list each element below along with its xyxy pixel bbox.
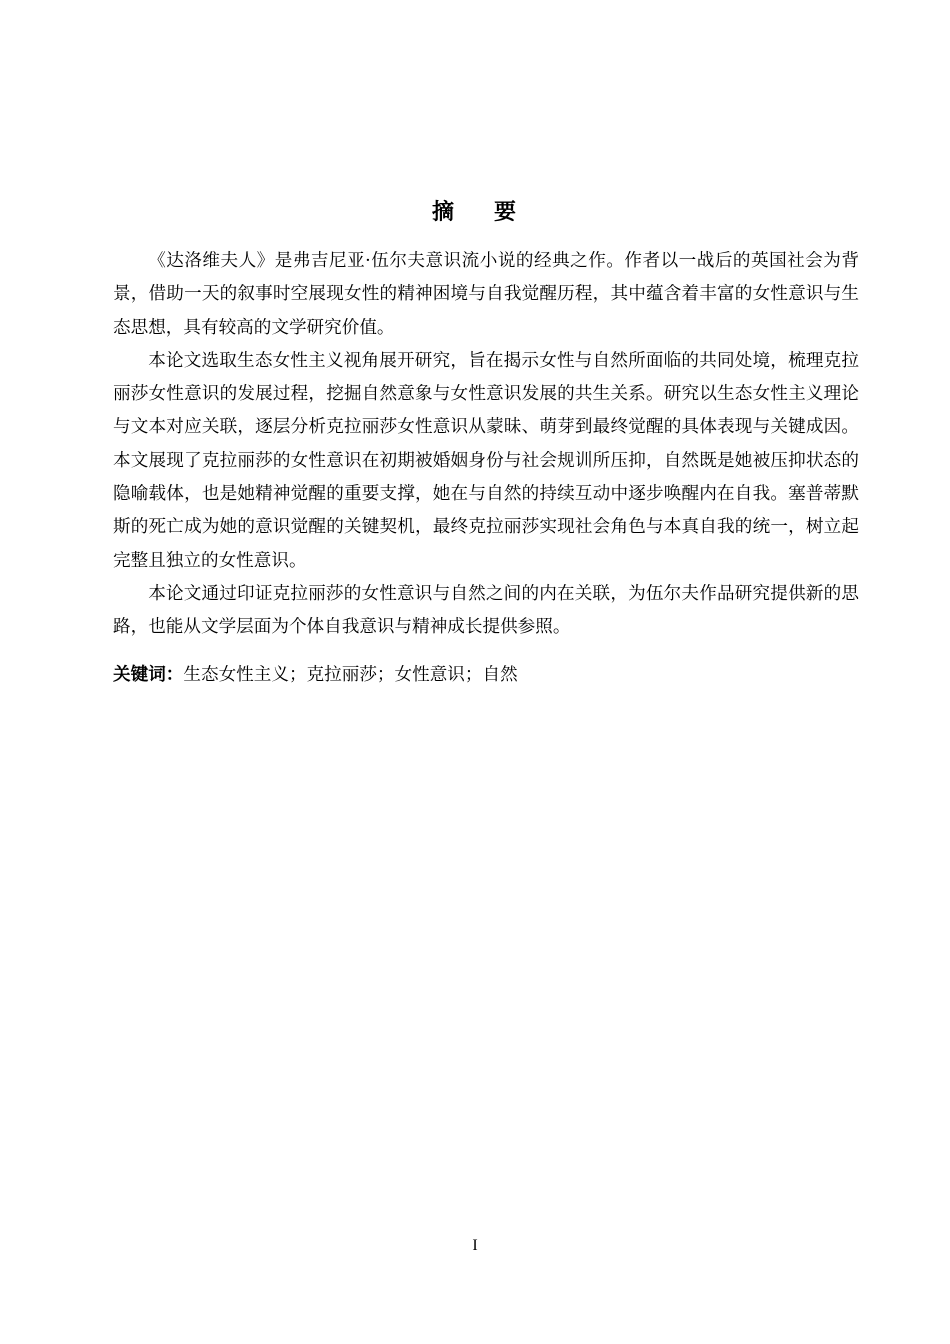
abstract-body — [113, 245, 859, 645]
title-char-1: 摘 — [431, 199, 456, 225]
abstract-paragraph-1: 《达洛维夫人》是弗吉尼亚·伍尔夫意识流小说的经典之作。作者以一战后的英国社会为背景，借助一天的叙事时空展现女性的精神困境与自我觉醒历程，其中蕴含着丰富的女性意识与生态思想，具有较高的文学研究价值。 — [113, 251, 859, 338]
abstract-paragraph-2: 本论文选取生态女性主义视角展开研究，旨在揭示女性与自然所面临的共同处境，梳理克拉丽莎女性意识的发展过程，挖掘自然意象与女性意识发展的共生关系。研究以生态女性主义理论与文本对应关联，逐层分析克拉丽莎女性意识从蒙昧、萌芽到最终觉醒的具体表现与关键成因。本文展现了克拉丽莎的女性意识在初期被婚姻身份与社会规训所压抑，自然既是她被压抑状态的隐喻载体，也是她精神觉醒的重要支撑，她在与自然的持续互动中逐步唤醒内在自我。塞普蒂默斯的死亡成为她的意识觉醒的关键契机，最终克拉丽莎实现社会角色与本真自我的统一，树立起完整且独立的女性意识。 — [113, 350, 859, 571]
title-char-2: 要 — [494, 199, 519, 225]
page-title — [0, 195, 950, 226]
keywords-line — [113, 659, 859, 692]
page-number: I — [472, 1237, 478, 1254]
keywords-text: 生态女性主义；克拉丽莎；女性意识；自然 — [183, 665, 518, 685]
abstract-paragraph-3: 本论文通过印证克拉丽莎的女性意识与自然之间的内在关联，为伍尔夫作品研究提供新的思路，也能从文学层面为个体自我意识与精神成长提供参照。 — [113, 583, 859, 638]
keywords-label: 关键词： — [113, 665, 184, 685]
